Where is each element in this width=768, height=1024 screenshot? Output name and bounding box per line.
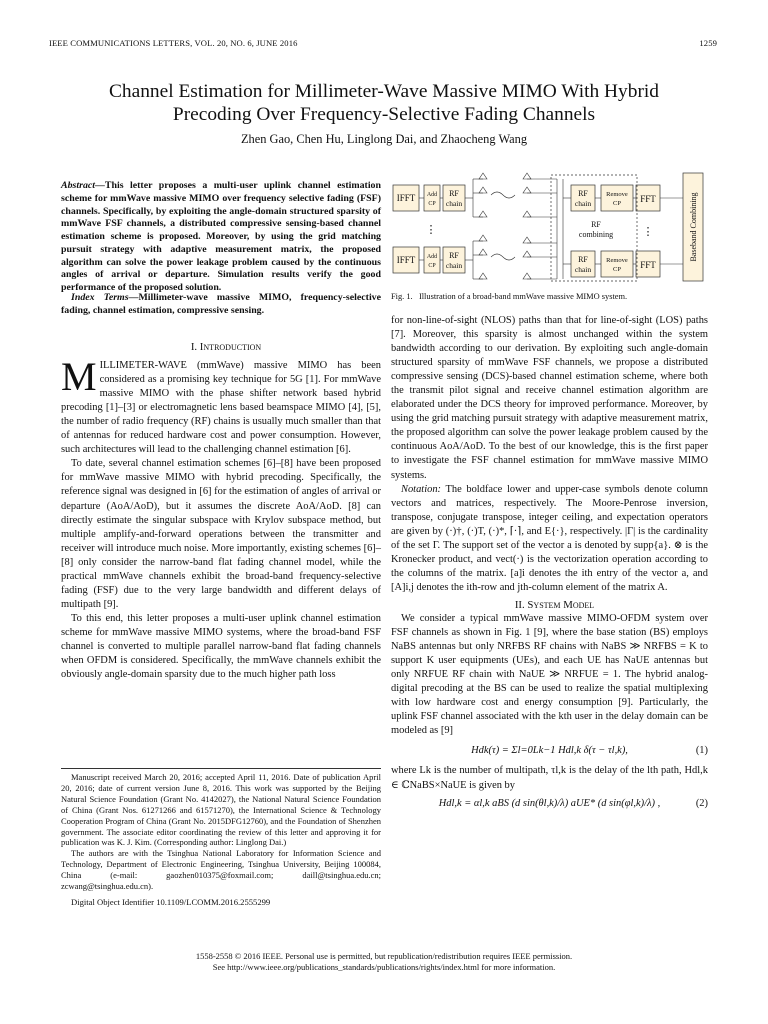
figure-caption-label: Fig. 1. xyxy=(391,292,413,301)
baseband-combining-label: Baseband Combining xyxy=(689,192,698,262)
rf-label-bs-top: RF xyxy=(578,189,588,198)
journal-header: IEEE COMMUNICATIONS LETTERS, VOL. 20, NO. 6, JUNE 2016 xyxy=(49,38,298,48)
paper-title xyxy=(60,80,708,126)
add-cp-block-bottom xyxy=(424,247,440,273)
equation-2-number: (2) xyxy=(695,797,708,809)
remove-cp-label-top: CP xyxy=(613,200,621,207)
footnote-manuscript: Manuscript received March 20, 2016; accepted April 11, 2016. Date of publication April 20, 2016; date of current version June 8, 2016. This work was supported by the Beijing Natural Science Foundation (Grant No. 4142027), the National Natural Science Foundation of China (Grant Nos. 61271266 and 61571270), the International Science & Technology Cooperation Program of China (Grant No. 2015DFG12760), and the Foundation of Shenzhen government. The associate editor coordinating the review of this letter and approving it for publication was K. J. Kim. (Corresponding author: Linglong Dai.) xyxy=(61,772,381,848)
copyright-notice xyxy=(60,951,708,973)
add-label-top: Add xyxy=(426,192,438,198)
footnote-affiliation: The authors are with the Tsinghua National Laboratory for Information Science and Technology, Department of Electronic Engineering, Tsinghua University, Beijing 100084, China (e-mail: gaozhen010375@foxmail.com; daill@tsinghua.edu.cn; zcwang@tsinghua.edu.cn). xyxy=(61,848,381,892)
right-column xyxy=(391,314,708,817)
vdots-user: ⋮ xyxy=(425,224,437,236)
notation-paragraph xyxy=(391,483,708,595)
remove-cp-block-top xyxy=(601,185,633,211)
remove-label-top: Remove xyxy=(606,191,628,198)
equation-2 xyxy=(391,797,708,811)
index-terms-lead: Index Terms— xyxy=(71,292,139,303)
add-cp-block-top xyxy=(424,185,440,211)
drop-cap: M xyxy=(61,354,97,400)
equation-1-body: Hdk(τ) = Σl=0Lk−1 Hdl,k δ(τ − τl,k), xyxy=(471,745,628,757)
section-heading-system-model: II. System Model xyxy=(514,598,595,611)
index-terms xyxy=(61,292,381,318)
page-number: 1259 xyxy=(699,38,717,48)
notation-text: The boldface lower and upper-case symbols denote column vectors and matrices, respectively. The Moore-Penrose inversion, transpose, conjugate transpose, integer ceiling, and expectation operators are given by (·)†, (·)T, (·)*, ⌈·⌉, and E{·}, respectively. |Γ| is the cardinality of the set Γ. The support set of the vector a is denoted by supp{a}. ⊗ is the Kronecker product, and vect(·) is the vectorization operation according to the columns of the matrix. [a]i denotes the ith entry of the vector a, and [A]i,j denotes the ith-row and jth-column element of the matrix A. xyxy=(391,483,708,593)
index-terms-text: Millimeter-wave massive MIMO, frequency-selective fading, channel estimation, compressive sensing. xyxy=(61,292,382,316)
rf-label-bottom: RF xyxy=(449,251,459,260)
ifft-label-top: IFFT xyxy=(396,193,416,203)
figure-1-caption xyxy=(391,292,627,301)
intro-paragraph-2: To date, several channel estimation schemes [6]–[8] have been proposed for mmWave massive MIMO with hybrid precoding. Specifically, the reference signal was designed in [6] for the estimation of angles of arrival or departure (AoA/AoD), but it assumes the discrete AoA/AoD. [8] can directly estimate the singular subspace with Krylov subspace method, but multiple amplify-and-forward operations between the transmitter and receiver will introduce much noise. More importantly, existing schemes [6]–[8] only consider the narrow-band flat fading channel model, while the practical mmWave channels exhibit the broad-band frequency-selective fading (FSF) due to the very large bandwidth and different delays of multipath [9]. xyxy=(61,458,381,610)
footnote-rule xyxy=(61,768,381,769)
equation-2-body: Hdl,k = αl,k aBS (d sin(θl,k)/λ) aUE* (d sin(φl,k)/λ) , xyxy=(438,797,661,809)
rf-combining-label-1: RF xyxy=(591,220,601,229)
intro-p1-text: ILLIMETER-WAVE (mmWave) massive MIMO has been considered as a promising key technique for 5G [1]. For mmWave massive MIMO with the phase shifter network based hybrid precoding [1]–[3] or electromagnetic lens based beamspace MIMO [4], [5], the number of radio frequency (RF) chains is usually much smaller than that of antennas for reduced hardware cost and power consumption. However, such architectures will lead to the challenging channel estimation [6]. xyxy=(61,360,381,456)
vdots-bs: ⋮ xyxy=(642,226,654,238)
rf-combining-label-2: combining xyxy=(578,230,614,239)
equation-followup-paragraph: where Lk is the number of multipath, τl,k is the delay of the lth path, Hdl,k ∈ ℂNaBS×NaUE is given by xyxy=(391,765,708,791)
footnote xyxy=(61,772,381,892)
introduction xyxy=(61,340,381,682)
copyright-line-2: See http://www.ieee.org/publications_standards/publications/rights/index.html for more information. xyxy=(212,962,556,972)
chain-label-top: chain xyxy=(445,199,463,208)
rf-label-top: RF xyxy=(449,189,459,198)
equation-1 xyxy=(391,744,708,758)
remove-label-bottom: Remove xyxy=(606,257,628,264)
intro-paragraph-3: To this end, this letter proposes a multi-user uplink channel estimation scheme for mmWave massive MIMO systems, where the broad-band FSF channel is converted to multiple parallel narrow-band flat fading channels when OFDM is considered. Specifically, the mmWave channels exhibit the obviously angle-domain sparsity due to the much higher path loss xyxy=(61,612,381,681)
remove-cp-label-bottom: CP xyxy=(613,266,621,273)
section-heading-introduction: I. Introduction xyxy=(190,341,262,353)
copyright-line-1: 1558-2558 © 2016 IEEE. Personal use is permitted, but republication/redistribution requires IEEE permission. xyxy=(195,951,573,961)
doi: Digital Object Identifier 10.1109/LCOMM.2016.2555299 xyxy=(71,897,271,907)
fft-label-bottom: FFT xyxy=(640,260,656,270)
cp-label-bottom: CP xyxy=(428,263,436,269)
abstract xyxy=(61,180,381,295)
system-model-paragraph: We consider a typical mmWave massive MIMO-OFDM system over FSF channels as shown in Fig. 1 [9], where the base station (BS) employs NaBS antennas but only NRFBS RF chains with NaBS ≫ NRFBS = K to support K user equipments (UEs), and each UE has NaUE antennas but only NRFUE RF chain with NaUE ≫ NRFUE = 1. The hybrid analog-digital precoding at the BS can be used to realize the spatial multiplexing with low hardware cost and energy consumption [9]. Particularly, the uplink FSF channel associated with the kth user in the delay domain can be modeled as [9] xyxy=(391,612,708,737)
equation-1-number: (1) xyxy=(695,745,708,757)
ifft-label-bottom: IFFT xyxy=(396,255,416,265)
figure-caption-text: Illustration of a broad-band mmWave massive MIMO system. xyxy=(418,292,628,301)
notation-lead: Notation: xyxy=(401,483,442,495)
title-line-2: Precoding Over Frequency-Selective Fading Channels xyxy=(172,104,596,125)
chain-label-bottom: chain xyxy=(445,261,463,270)
system-diagram-svg xyxy=(391,165,708,287)
intro-paragraph-1 xyxy=(61,354,381,457)
author-list: Zhen Gao, Chen Hu, Linglong Dai, and Zhaocheng Wang xyxy=(240,132,528,146)
chain-label-bs-top: chain xyxy=(574,199,592,208)
right-paragraph-1: for non-line-of-sight (NLOS) paths than that for line-of-sight (LOS) paths [7]. Moreover, this sparsity is almost unchanged within the system bandwidth according to our derivation. By exploiting such angle-domain structured sparsity of mmWave FSF channels, we propose a distributed compressive sensing (DCS)-based channel estimation scheme, where both the transmit pilot signal and receive channel estimation algorithm are elaborated under the DCS theory for improved performance. Moreover, by using the grid matching pursuit strategy with adaptive measurement matrix, the proposed algorithm can solve the power leakage problem caused by the continuous AoA/AoD. To the best of our knowledge, this is the first paper to investigate the FSF channel estimation for mmWave massive MIMO systems. xyxy=(391,315,708,481)
abstract-text: This letter proposes a multi-user uplink channel estimation scheme for mmWave massive MIMO over frequency selective fading (FSF) channels. Specifically, by exploiting the angle-domain structured sparsity of mmWave FSF channels, a distributed compressive sensing-based channel estimation scheme is proposed. Moreover, by using the grid matching pursuit strategy with adaptive measurement matrix, the proposed algorithm can solve the power leakage problem caused by the continuous angles of arrival or departure. Simulation results verify the good performance of the proposed solution. xyxy=(61,180,381,293)
add-label-bottom: Add xyxy=(426,254,438,260)
rf-label-bs-bottom: RF xyxy=(578,255,588,264)
abstract-lead: Abstract— xyxy=(61,180,105,191)
title-line-1: Channel Estimation for Millimeter-Wave Massive MIMO With Hybrid xyxy=(109,81,659,102)
fft-label-top: FFT xyxy=(640,194,656,204)
chain-label-bs-bottom: chain xyxy=(574,265,592,274)
cp-label-top: CP xyxy=(428,201,436,207)
remove-cp-block-bottom xyxy=(601,251,633,277)
figure-1-diagram xyxy=(391,165,708,287)
